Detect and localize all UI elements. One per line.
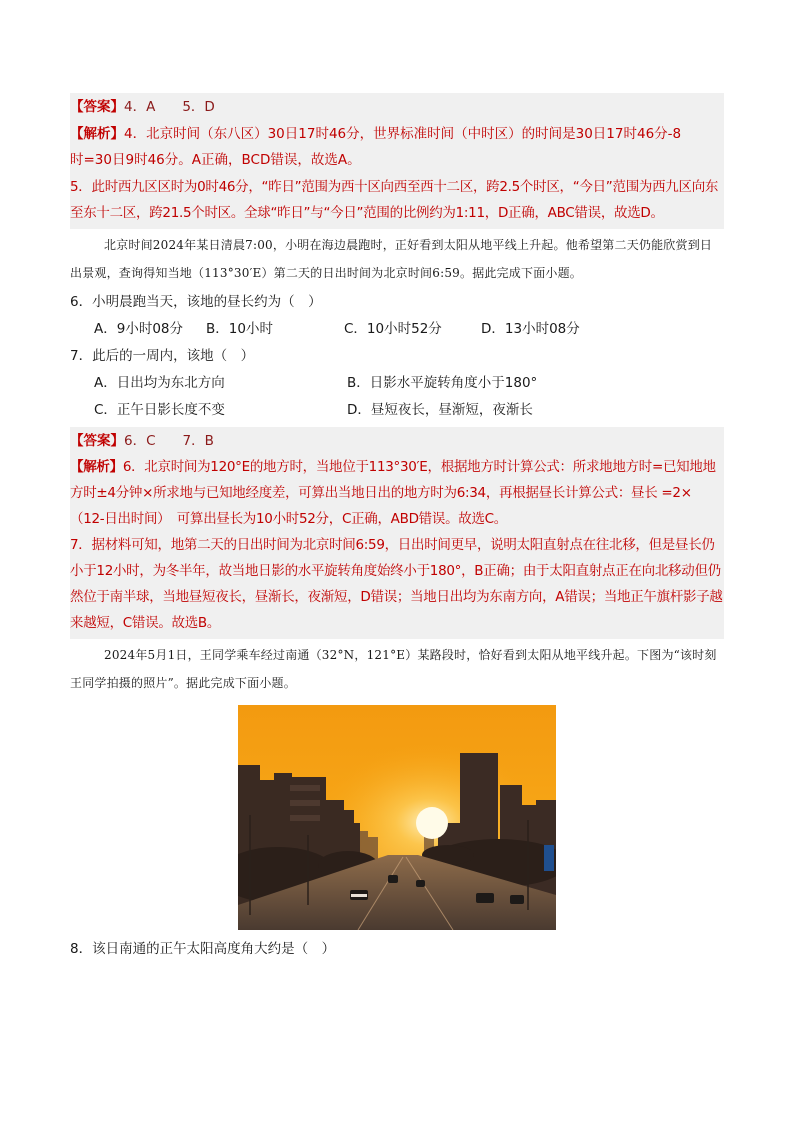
analysis-5: 5．此时西九区区时为0时46分，“昨日”范围为西十区向西至西十二区，跨2.5个时区，“今日”范围为西九区向东至东十二区，跨21.5个时区。全球“昨日”与“今日”范围的比例约为1:11，D正确，ABC错误，故选D。 (70, 178, 719, 221)
question-7-options-row2 (70, 397, 724, 424)
analysis-4-line1 (70, 121, 724, 148)
option-7d: D．昼短夜长，昼渐短，夜渐长 (347, 401, 533, 418)
analysis-4-line2: 时=30日9时46分。A正确，BCD错误，故选A。 (70, 152, 361, 168)
option-6b: B．10小时 (206, 320, 273, 337)
option-7b: B．日影水平旋转角度小于180° (347, 374, 538, 391)
question-6: 6．小明晨跑当天，该地的昼长约为（ ） (70, 293, 322, 310)
answer-tag: 【答案】 (70, 99, 124, 115)
option-7c: C．正午日影长度不变 (94, 401, 225, 418)
question-8: 8．该日南通的正午太阳高度角大约是（ ） (70, 941, 336, 957)
question-7-options-row1 (70, 370, 724, 397)
analysis-7: 7．据材料可知，地第二天的日出时间为北京时间6:59，日出时间更早，说明太阳直射点在往北移，但是昼长仍小于12小时，为冬半年，故当地日影的水平旋转角度始终小于180°，B正确；由于太阳直射点正在向北移动但仍然位于南半球，当地昼短夜长，昼渐长，夜渐短，D错误；当地日出均为东南方向，A错误；当地正午旗杆影子越来越短，C错误。故选B。 (70, 537, 723, 631)
sunrise-photo-svg (238, 705, 556, 930)
option-6c: C．10小时52分 (344, 320, 442, 337)
option-6a: A．9小时08分 (94, 320, 184, 337)
option-6d: D．13小时08分 (481, 320, 580, 337)
answer-text: 4．A 5．D (124, 99, 215, 115)
answer-block-2 (70, 427, 724, 640)
analysis-tag: 【解析】 (70, 459, 123, 475)
document-page (70, 93, 724, 963)
sun (416, 807, 448, 839)
question-6-options (70, 316, 724, 343)
answer-tag: 【答案】 (70, 432, 124, 449)
question-stem-1: 北京时间2024年某日清晨7:00，小明在海边晨跑时，正好看到太阳从地平线上升起。他希望第二天仍能欣赏到日出景观，查询得知当地（113°30′E）第二天的日出时间为北京时间6:59。据此完成下面小题。 (70, 237, 713, 280)
analysis-tag: 【解析】 (70, 125, 124, 142)
road-sign (544, 845, 554, 871)
question-7: 7．此后的一周内，该地（ ） (70, 347, 255, 364)
sunrise-photo (238, 705, 556, 930)
answer-block-1 (70, 93, 724, 229)
question-stem-2: 2024年5月1日，王同学乘车经过南通（32°N，121°E）某路段时，恰好看到太阳从地平线升起。下图为“该时刻王同学拍摄的照片”。据此完成下面小题。 (70, 648, 717, 690)
answer-line-1 (70, 94, 724, 121)
analysis-6-text: 6．北京时间为120°E的地方时，当地位于113°30′E，根据地方时计算公式：所求地地方时=已知地地方时±4分钟×所求地与已知地经度差，可算出当地日出的地方时为6:34，再根据昼长计算公式：昼长 =2×（12-日出时间） 可算出昼长为10小时52分，C正确，ABD错误。故选C。 (70, 459, 716, 527)
answer-text: 6．C 7．B (124, 432, 214, 449)
answer-line-2 (70, 428, 724, 455)
analysis-4-text: 4．北京时间（东八区）30日17时46分，世界标准时间（中时区）的时间是30日17时46分-8 (124, 125, 682, 142)
option-7a: A．日出均为东北方向 (94, 374, 225, 391)
analysis-6 (70, 454, 724, 532)
